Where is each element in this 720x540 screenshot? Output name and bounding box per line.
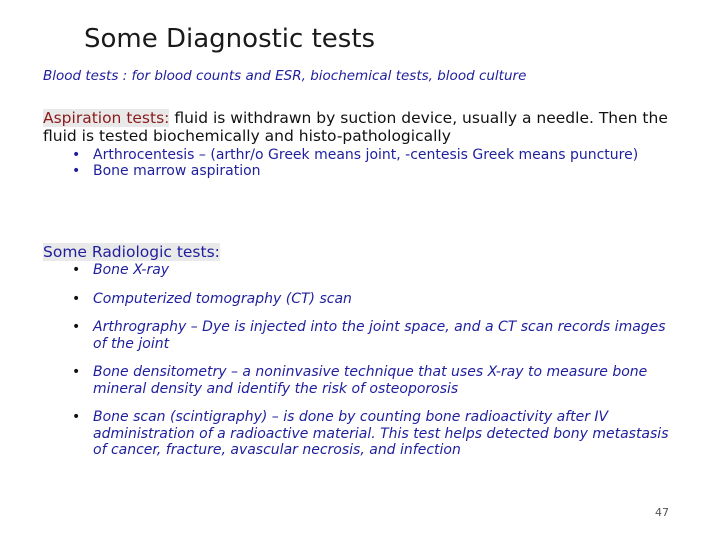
blood-tests-line: Blood tests : for blood counts and ESR, biochemical tests, blood culture	[43, 68, 527, 84]
list-item	[72, 409, 672, 459]
list-item	[72, 147, 692, 163]
list-item	[72, 163, 692, 179]
radiologic-bullet-list	[72, 262, 672, 459]
aspiration-bullet-list	[72, 147, 692, 179]
page-number: 47	[655, 506, 669, 519]
list-item-text: Arthrocentesis – (arthr/o Greek means joint, -centesis Greek means puncture)	[93, 147, 639, 163]
list-item-text: Bone scan (scintigraphy) – is done by counting bone radioactivity after IV administration of a radioactive material. This test helps detected bony metastasis of cancer, fracture, avascular necrosis, and infection	[93, 409, 669, 458]
list-item	[72, 262, 672, 279]
bullet-icon: •	[72, 409, 81, 425]
bullet-icon: •	[72, 364, 81, 380]
bullet-icon: •	[72, 163, 81, 179]
bullet-icon: •	[72, 147, 81, 163]
bullet-icon: •	[72, 262, 81, 278]
bullet-icon: •	[72, 290, 81, 307]
list-item-text: Arthrography – Dye is injected into the joint space, and a CT scan records images of the joint	[93, 319, 666, 352]
radiologic-heading: Some Radiologic tests:	[43, 243, 220, 261]
slide-title: Some Diagnostic tests	[84, 24, 376, 54]
list-item-text: Bone marrow aspiration	[93, 163, 261, 179]
list-item-text: Computerized tomography (CT) scan	[93, 290, 352, 307]
list-item-text: Bone densitometry – a noninvasive technique that uses X-ray to measure bone mineral density and identify the risk of osteoporosis	[93, 364, 648, 397]
list-item	[72, 364, 672, 397]
list-item-text: Bone X-ray	[93, 262, 170, 278]
aspiration-text: fluid is withdrawn by suction device, usually a needle. Then the fluid is tested biochemically and histo-pathologically	[43, 109, 668, 145]
list-item	[72, 291, 672, 308]
aspiration-label: Aspiration tests:	[43, 109, 170, 127]
bullet-icon: •	[72, 319, 81, 335]
list-item	[72, 319, 672, 352]
aspiration-paragraph	[43, 109, 703, 145]
